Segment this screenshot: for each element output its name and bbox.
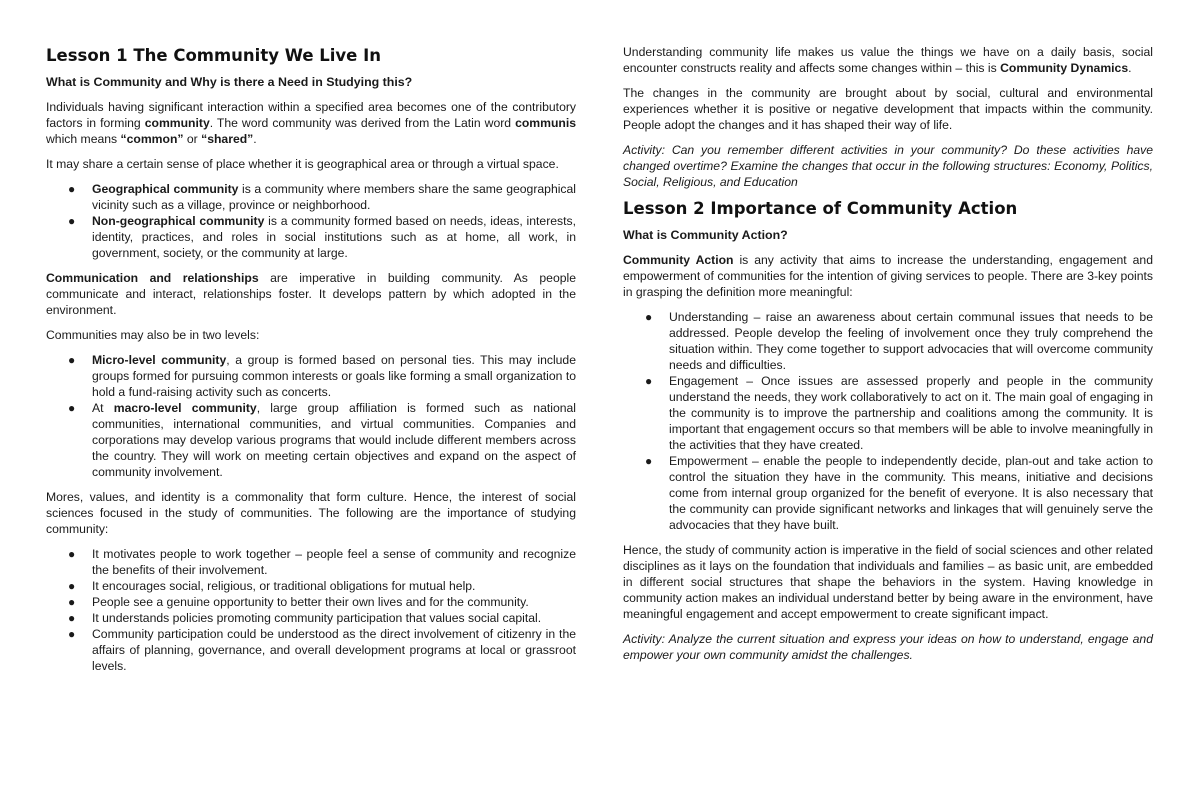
culture-paragraph: Mores, values, and identity is a commonality that form culture. Hence, the interest of social sciences focused in the study of communities. The following are the importance of studying community:	[46, 490, 576, 536]
list-item: ● Geographical community is a community where members share the same geographical vicinity such as a village, province or neighborhood.	[68, 182, 577, 212]
bullet-icon: ●	[68, 627, 76, 641]
list-item: ● At macro-level community, large group affiliation is formed such as national communities, international communities, and virtual communities. Companies and corporations may develop various programs that would include different members across the country. They will work on meeting certain objectives and expand on the aspect of community involvement.	[68, 401, 576, 479]
bullet-icon: ●	[645, 454, 653, 468]
key-points-list	[623, 309, 1153, 533]
bullet-icon: ●	[68, 547, 76, 561]
bullet-icon: ●	[68, 611, 76, 625]
dynamics-paragraph: Understanding community life makes us value the things we have on a daily basis, social encounter constructs reality and affects some changes within – this is Community Dynamics.	[623, 45, 1153, 75]
list-item: ● Understanding – raise an awareness about certain communal issues that needs to be addressed. People develop the feeling of involvement once they truly comprehend the situation within. They come together to support advocacies that will overcome community needs and difficulties.	[645, 310, 1153, 372]
lesson1-question-heading: What is Community and Why is there a Need in Studying this?	[46, 75, 413, 89]
list-item: ● It encourages social, religious, or traditional obligations for mutual help.	[68, 579, 476, 593]
sense-of-place-paragraph: It may share a certain sense of place whether it is geographical area or through a virtual space.	[46, 157, 559, 171]
lesson1-title: Lesson 1 The Community We Live In	[46, 46, 381, 65]
list-item: ● Empowerment – enable the people to independently decide, plan-out and take action to control the situation they have in the community. This means, initiative and decisions come from internal group organized for the benefit of everyone. It is also necessary that the community can provide significant networks and linkages that will genuinely serve the advocacies that they have built.	[645, 454, 1153, 532]
bullet-icon: ●	[68, 214, 76, 228]
communication-paragraph: Communication and relationships are imperative in building community. As people communicate and interact, relationships foster. It develops pattern by which adopted in the environment.	[46, 271, 576, 317]
definition-paragraph: Individuals having significant interaction within a specified area becomes one of the contributory factors in forming community. The word community was derived from the Latin word communis which means “common” or “shared”.	[46, 100, 577, 146]
activity-2: Activity: Analyze the current situation and express your ideas on how to understand, engage and empower your own community amidst the challenges.	[623, 632, 1153, 662]
list-item: ● Engagement – Once issues are assessed properly and people in the community understand the needs, they work collaboratively to act on it. The main goal of engaging in the community is to improve the partnership and coalitions among the community. It is important that engagement occurs so that members will be able to involve meaningfully in the activities that they have created.	[645, 374, 1153, 452]
conclusion-paragraph: Hence, the study of community action is imperative in the field of social sciences and other related disciplines as it lays on the foundation that individuals and families – as basic unit, are embedded in different social structures that shape the behaviors in the system. Having knowledge in community action makes an individual understand better by being aware in the environment, have meaningful engagement and accept empowerment to create significant impact.	[623, 543, 1153, 621]
list-item: ● Community participation could be understood as the direct involvement of citizenry in the affairs of planning, governance, and overall development programs at local or grassroot levels.	[68, 627, 576, 673]
bullet-icon: ●	[645, 374, 653, 388]
lesson2-question-heading: What is Community Action?	[623, 228, 788, 242]
list-item: ● It understands policies promoting community participation that values social capital.	[68, 611, 542, 625]
list-item: ● Non-geographical community is a community formed based on needs, ideas, interests, identity, practices, and roles in social institutions such as at home, all work, in government, society, or the community at large.	[68, 214, 576, 260]
bullet-icon: ●	[68, 579, 76, 593]
bullet-icon: ●	[645, 310, 653, 324]
lesson2-title: Lesson 2 Importance of Community Action	[623, 199, 1018, 218]
bullet-icon: ●	[68, 595, 76, 609]
community-types-list	[46, 181, 576, 261]
list-item: ● It motivates people to work together – people feel a sense of community and recognize the benefits of their involvement.	[68, 547, 576, 577]
right-column	[623, 44, 1153, 672]
bullet-icon: ●	[68, 353, 76, 367]
community-levels-list	[46, 352, 576, 480]
bullet-icon: ●	[68, 401, 76, 415]
levels-intro-paragraph: Communities may also be in two levels:	[46, 328, 260, 342]
importance-list	[46, 546, 576, 674]
left-column	[46, 40, 576, 683]
list-item: ● People see a genuine opportunity to better their own lives and for the community.	[68, 595, 529, 609]
activity-1: Activity: Can you remember different activities in your community? Do these activities have changed overtime? Examine the changes that occur in the following structures: Economy, Politics, Social, Religious, and Education	[623, 143, 1153, 189]
changes-paragraph: The changes in the community are brought about by social, cultural and environmental experiences whether it is positive or negative development that impacts within the community. People adopt the changes and it has shaped their way of life.	[623, 86, 1153, 132]
community-action-paragraph: Community Action is any activity that aims to increase the understanding, engagement and empowerment of communities for the intention of giving services to people. There are 3-key points in grasping the definition more meaningful:	[623, 253, 1153, 299]
bullet-icon: ●	[68, 182, 76, 196]
list-item: ● Micro-level community, a group is formed based on personal ties. This may include groups formed for pursuing common interests or goals like forming a small organization to hold a fund-raising activity such as concerts.	[68, 353, 576, 399]
